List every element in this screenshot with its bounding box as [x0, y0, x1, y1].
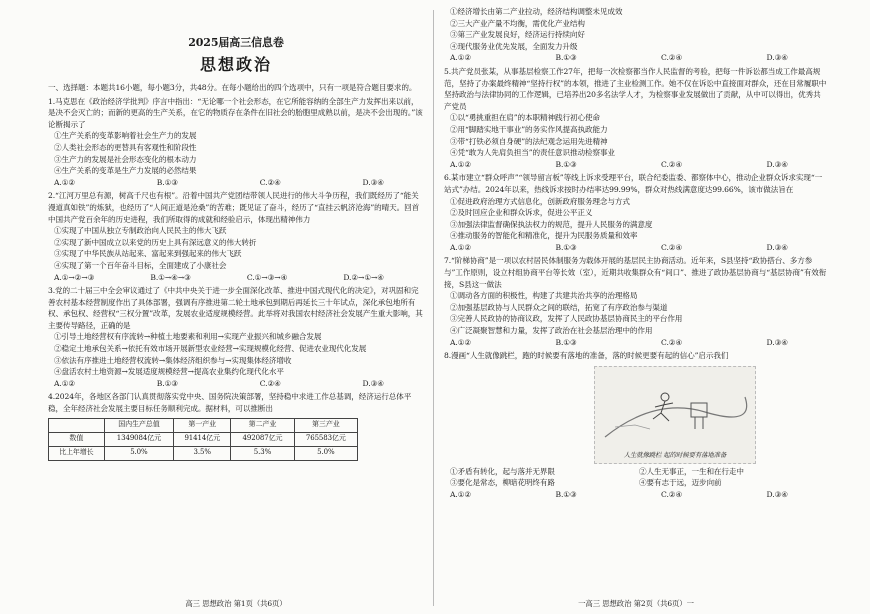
question-6: [444, 172, 828, 253]
choice: D.②→①→④: [343, 272, 384, 282]
option: ①实现了中国从独立专制政治向人民民主的伟大飞跃: [54, 226, 227, 236]
question-4: [48, 391, 424, 460]
gdp-table: [48, 418, 358, 461]
option: ①以“勇挑重担在肩”的本职精神践行初心使命: [450, 113, 600, 123]
choice: B.①③: [555, 242, 577, 252]
table-cell: 1349084亿元: [104, 432, 173, 446]
table-header-cell: 国内生产总值: [104, 418, 173, 432]
question-7: [444, 255, 828, 348]
question-stem: 2.“江河万里总有源，树高千尺也有根”。沿着中国共产党团结带领人民进行的伟大斗争历程，我们既经历了“能关漫道真如铁”的炼狱，也经历了“人间正道是沧桑”的苦难；既见证了奋斗，经历了“直挂云帆济沧海”的晴天。回首中国共产党百余年的历史进程，我们所取得的成就和经验启示，体现出精神伟力: [48, 191, 420, 224]
option: ①促进政府治理方式信息化，创新政府服务理念与方式: [450, 196, 630, 206]
option: ④实现了第一个百年奋斗目标，全面建成了小康社会: [54, 260, 227, 270]
option: ②加强基层政协与人民群众之间的联结，拓宽了有序政治参与渠道: [450, 302, 668, 312]
right-column: [444, 0, 828, 614]
choice: C.①→③→④: [246, 272, 288, 282]
page-footer: 高三 思想政治 第1页（共6页）: [185, 599, 287, 609]
page-footer: 一高三 思想政治 第2页（共6页）一: [578, 599, 694, 609]
option: ③要化是常态，柳暗花明终有路: [450, 478, 555, 488]
table-cell: 5.0%: [294, 446, 357, 460]
choice: B.①③: [555, 53, 577, 63]
option: ①引导土地经营权有序流转→种植土地要素和利用→实现产业振兴和城乡融合发展: [54, 332, 322, 342]
table-cell: 数值: [49, 432, 105, 446]
question-8: [444, 350, 828, 500]
choice: B.①③: [156, 378, 179, 388]
answer-choices: [48, 272, 424, 284]
choice: D.③④: [766, 490, 788, 499]
option: ①矛盾有转化，起与落并无界限: [450, 466, 555, 476]
table-header-cell: 第二产业: [231, 418, 294, 432]
answer-choices: [444, 159, 828, 171]
choice: A.①②: [450, 53, 472, 63]
option: ②实现了新中国成立以来党的历史上具有深远意义的伟大转折: [54, 237, 257, 247]
option-grid: [444, 466, 828, 489]
choice: B.①③: [156, 177, 179, 187]
question-stem: 3.党的二十届三中全会审议通过了《中共中央关于进一步全面深化改革、推进中国式现代化的决定》，对巩固和完善农村基本经营制度作出了具体部署，强调有序推进第二轮土地承包到期后再延长三十年试点，深化承包地所有权、承包权、经营权“三权分置”改革，发展农业适度规模经营。此举将对我国农村经济社会发展产生重大影响，其主要传导路径，正确的是: [48, 286, 423, 330]
option: ①经济增长由第二产业拉动，经济结构调整未见成效: [450, 7, 623, 16]
choice: B.①③: [555, 337, 577, 347]
option: ②用“脚踏实地干事业”的务实作风提高执政能力: [450, 124, 608, 134]
option: ④推动服务的智能化和精准化，提升为民服务质量和效率: [450, 231, 638, 241]
option: ③带“打铁必须自身硬”的法纪观念运用先进精神: [450, 136, 608, 146]
choice: C.②④: [661, 490, 683, 499]
answer-choices: [444, 337, 828, 349]
option: ④盘活农村土地资源→发展适度规模经营→提高农业集约化现代化水平: [54, 367, 284, 377]
option: ①生产关系的变革影响着社会生产力的发展: [54, 131, 197, 141]
choice: A.①②: [450, 159, 472, 169]
choice: C.②④: [259, 177, 281, 187]
cartoon-image: [594, 366, 756, 464]
table-row: [49, 432, 358, 446]
table-cell: 492087亿元: [231, 432, 294, 446]
choice: A.①②: [54, 177, 76, 187]
choice: C.②④: [661, 337, 683, 347]
question-3: [48, 285, 424, 389]
choice: B.①③: [555, 159, 577, 169]
table-cell: 3.5%: [174, 446, 231, 460]
choice: D.③④: [766, 242, 788, 252]
choice: B.①→④→③: [150, 272, 191, 282]
choice: A.①→②→③: [54, 272, 95, 282]
option: ③完善人民政协的协商议政，发挥了人民政协基层协商民主的平台作用: [450, 314, 683, 324]
question-1: [48, 96, 424, 189]
question-stem: 8.漫画“人生就像跳栏，跑的时候要有落地的准备，落的时候更要有起的信心”启示我们: [444, 351, 729, 361]
table-cell: 91414亿元: [174, 432, 231, 446]
column-divider: [433, 10, 434, 606]
choice: D.③④: [766, 53, 788, 63]
cartoon-caption: 人生就像跳栏 起的时候要有落地准备: [623, 450, 727, 459]
option: ③生产力的发展是社会形态变化的根本动力: [54, 154, 197, 164]
choice: C.②④: [259, 378, 281, 388]
option: ④广泛凝聚智慧和力量，发挥了政治在社会基层治理中的作用: [450, 326, 653, 336]
option: ③第三产业发展良好，经济运行持续向好: [450, 30, 585, 40]
option: ②三大产业产量不均衡，需优化产业结构: [450, 18, 585, 28]
option: ②人生无事正，一生和在行走中: [639, 466, 744, 476]
choice: C.②④: [661, 53, 683, 63]
option: ②人类社会形态的更替具有客观性和阶段性: [54, 142, 197, 152]
table-row: [49, 446, 358, 460]
left-column: [48, 0, 424, 614]
table-header-cell: 第三产业: [294, 418, 357, 432]
choice: A.①②: [54, 378, 76, 388]
question-stem: 5.共产党员张某，从事基层检察工作27年，把每一次检察都当作人民监督的考验，把每一件诉讼都当成工作最高规范，坚持了办案最终精神“坚持行权”的本领，推进了主业检测工作。她不仅在诉讼中直接面对群众，还在目常履职中坚持政治与法律协同的工作逻辑，已培养出20多名法学人才，为检察事业发展做出了贡献，从中可以得出，优秀共产党员: [444, 66, 827, 111]
option: ①调动各方面的积极性，构建了共建共治共享的治理格局: [450, 291, 638, 301]
question-stem: 4.2024年，各地区各部门认真贯彻落实党中央、国务院决策部署，坚持稳中求进工作总基调，经济运行总体平稳，全年经济社会发展主要目标任务顺利完成。据材料，可以推断出: [48, 392, 412, 414]
answer-choices: [48, 177, 424, 189]
option: ④生产关系的变革是生产力发展的必然结果: [54, 166, 197, 176]
question-stem: 1.马克思在《政治经济学批判》序言中指出：“无论哪一个社会形态，在它所能容纳的全部生产力发挥出来以前，是决不会灭亡的；而新的更高的生产关系，在它的物质存在条件在旧社会的胎胞里成熟以前，是决不会出现的。”该论断揭示了: [48, 96, 423, 129]
answer-choices: [48, 378, 424, 390]
choice: A.①②: [450, 242, 472, 252]
subject-title: 思想政治: [199, 55, 272, 74]
option: ③加强法律监督确保执法权力的规范，提升人民服务的满意度: [450, 219, 653, 229]
choice: A.①②: [450, 490, 472, 499]
choice: A.①②: [450, 337, 472, 347]
option: ②稳定土地承包关系→依托有效市场开展新型农业经营→实现规模化经营、促进农业现代化发展: [54, 344, 367, 354]
option: ③依法有序推进土地经营权流转→集体经济组织参与→实现集体经济增收: [54, 355, 292, 365]
option: ④凭“敢为人先肩负担当”的责任意识推动检察事业: [450, 148, 615, 158]
option: ②及时回应企业和群众诉求，促进公平正义: [450, 208, 593, 218]
choice: C.②④: [661, 159, 683, 169]
exam-title: 2025届高三信息卷: [188, 36, 284, 49]
table-cell: 比上年增长: [49, 446, 105, 460]
answer-choices: [444, 52, 828, 64]
option: ③实现了中华民族从站起来、富起来到强起来的伟大飞跃: [54, 249, 242, 259]
question-stem: 6.某市建立“群众呼声”“领导留言板”等线上诉求受理平台，联合纪委监委、都察体中心，推动企业群众诉求实现“一站式”办结。2024年以来，热线诉求按时办结率达99.99%，群众对热线满意度达99.66%，该市做法旨在: [444, 173, 823, 194]
question-4-options: [444, 6, 828, 64]
question-2: [48, 190, 424, 283]
choice: C.②④: [661, 242, 683, 252]
table-header-cell: [49, 418, 105, 432]
answer-choices: [444, 242, 828, 254]
hurdle-runner-illustration: [595, 367, 755, 463]
instructions: 一、选择题：本题共16小题，每小题3分，共48分。在每小题给出的四个选项中，只有一项是符合题目要求的。: [48, 83, 417, 92]
option: ④要有志于远，迈步向前: [639, 478, 722, 488]
choice: D.③④: [362, 378, 384, 388]
table-cell: 765583亿元: [294, 432, 357, 446]
choice: D.③④: [362, 177, 384, 187]
option: ④现代服务业优先发展，全面发力升级: [450, 41, 578, 51]
table-cell: 5.3%: [231, 446, 294, 460]
choice: B.①③: [555, 490, 577, 499]
answer-choices: [444, 489, 828, 501]
table-header-cell: 第一产业: [174, 418, 231, 432]
choice: D.③④: [766, 159, 788, 169]
choice: D.③④: [766, 337, 788, 347]
question-5: [444, 66, 828, 170]
table-cell: 5.0%: [104, 446, 173, 460]
table-header-row: [49, 418, 358, 432]
question-stem: 7.“阶梯协商”是一项以农村居民体制服务为载体开展的基层民主协商活动。近年来，S县坚持“政协搭台、多方参与”工作原则，设立村组协商平台等长效（室），近期共收集群众有“间口”、推进了政协基层协商与“基层协商”有效衔接，S县这一做法: [444, 256, 827, 289]
